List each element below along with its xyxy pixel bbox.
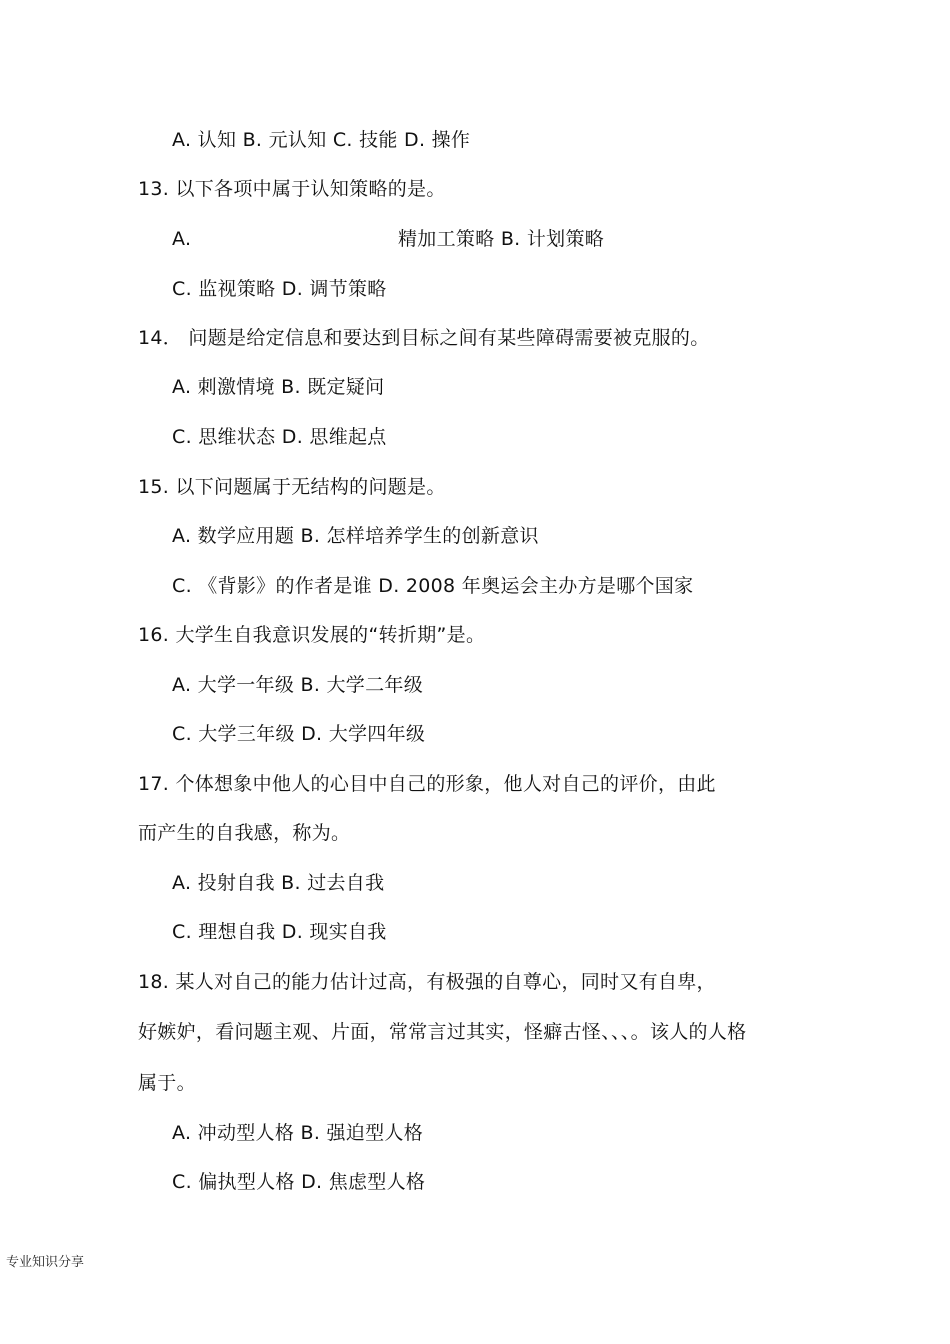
q13-option-a-label: A. [172, 228, 192, 250]
q15-options-a-b: A. 数学应用题 B. 怎样培养学生的创新意识 [172, 525, 539, 547]
q17-options-a-b: A. 投射自我 B. 过去自我 [172, 872, 385, 894]
q13-option-a-b-text: 精加工策略 B. 计划策略 [398, 228, 605, 250]
q12-options-line: A. 认知 B. 元认知 C. 技能 D. 操作 [172, 129, 471, 151]
q17-options-c-d: C. 理想自我 D. 现实自我 [172, 921, 387, 943]
q18-question-line-2: 好嫉妒，看问题主观、片面，常常言过其实，怪癖古怪、、、。该人的人格 [138, 1021, 747, 1043]
q15-question: 15. 以下问题属于无结构的问题是。 [138, 476, 446, 498]
q17-question-line-1: 17. 个体想象中他人的心目中自己的形象，他人对自己的评价，由此 [138, 773, 716, 795]
q14-question: 14． 问题是给定信息和要达到目标之间有某些障碍需要被克服的。 [138, 327, 710, 349]
q15-options-c-d: C. 《背影》的作者是谁 D. 2008 年奥运会主办方是哪个国家 [172, 575, 694, 597]
q14-options-c-d: C. 思维状态 D. 思维起点 [172, 426, 387, 448]
q18-options-a-b: A. 冲动型人格 B. 强迫型人格 [172, 1122, 423, 1144]
q18-question-line-1: 18. 某人对自己的能力估计过高，有极强的自尊心，同时又有自卑， [138, 971, 716, 993]
footer-note: 专业知识分享 [6, 1255, 85, 1270]
q18-options-c-d: C. 偏执型人格 D. 焦虑型人格 [172, 1171, 426, 1193]
q13-options-c-d: C. 监视策略 D. 调节策略 [172, 278, 387, 300]
q18-question-line-3: 属于。 [138, 1072, 196, 1094]
q16-options-c-d: C. 大学三年级 D. 大学四年级 [172, 723, 426, 745]
q16-question: 16. 大学生自我意识发展的“转折期”是。 [138, 624, 486, 646]
q14-options-a-b: A. 刺激情境 B. 既定疑问 [172, 376, 385, 398]
q17-question-line-2: 而产生的自我感，称为。 [138, 822, 351, 844]
q16-options-a-b: A. 大学一年级 B. 大学二年级 [172, 674, 423, 696]
q13-question: 13. 以下各项中属于认知策略的是。 [138, 178, 446, 200]
